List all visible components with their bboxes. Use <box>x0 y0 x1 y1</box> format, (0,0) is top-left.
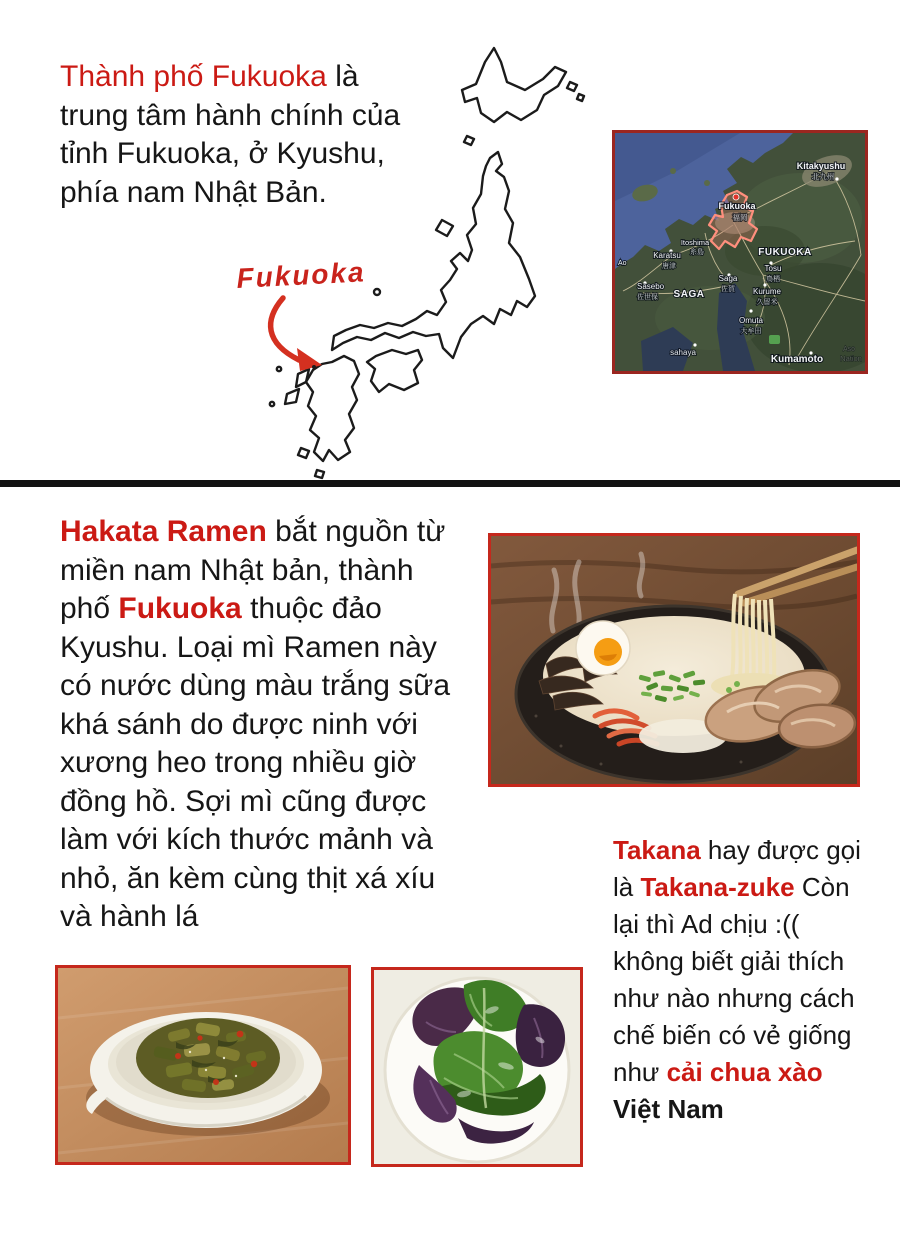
map-label-fukuoka-prefecture: FUKUOKA <box>758 247 812 258</box>
map-label-karatsu: Karatsu <box>653 251 681 260</box>
map-label-tosu-kanji: 鳥栖 <box>766 276 780 283</box>
hakata-ramen-keyword: Hakata Ramen <box>60 515 267 548</box>
map-label-fukuoka-kanji: 福岡 <box>732 213 748 222</box>
map-label-kitakyushu-kanji: 北九州 <box>811 172 835 181</box>
shikoku-island <box>367 350 422 392</box>
map-pin <box>733 194 739 200</box>
map-label-kumamoto: Kumamoto <box>770 354 824 365</box>
takana-text-1: hay được gọi là <box>613 835 861 902</box>
park-icon <box>769 335 780 344</box>
hakata-ramen-paragraph <box>60 513 462 937</box>
map-label-fukuoka-city: Fukuoka <box>718 201 756 211</box>
section-divider <box>0 480 900 487</box>
takana-pickles-photo <box>55 965 351 1165</box>
map-label-saga-prefecture: SAGA <box>673 289 705 300</box>
map-label-omuta: Omuta <box>738 316 764 325</box>
map-label-kitakyushu: Kitakyushu <box>796 161 846 171</box>
japan-outline-map <box>180 40 630 480</box>
ramen-text-2: thuộc đảo Kyushu. Loại mì Ramen này có nước dùng màu trắng sữa khá sánh do được ninh với xương heo trong nhiều giờ đồng hồ. Sợi mì cũng được làm với kích thước mảnh và nhỏ, ăn kèm cùng thịt xá xíu và hành lá <box>60 592 451 933</box>
takana-zuke-keyword: Takana-zuke <box>640 872 795 902</box>
fukuoka-arrow <box>271 298 299 360</box>
map-label-isahaya: sahaya <box>670 348 696 357</box>
fukuoka-keyword: Thành phố Fukuoka <box>60 60 327 93</box>
fukuoka-keyword-2: Fukuoka <box>118 592 242 625</box>
ramen-text-1: bắt nguồn từ miền nam Nhật bản, thành phố <box>60 515 446 625</box>
map-label-sasebo: Sasebo <box>637 282 665 291</box>
soft-boiled-egg <box>576 621 630 675</box>
takana-pickles <box>136 1018 280 1098</box>
hokkaido-island <box>462 48 566 122</box>
takana-leaves-photo <box>371 967 583 1167</box>
map-label-kurume: Kurume <box>752 287 782 296</box>
takana-paragraph <box>613 832 869 1128</box>
vietnam-keyword: Việt Nam <box>613 1094 724 1124</box>
fukuoka-region-satellite-map <box>612 130 868 374</box>
map-label-itoshima-kanji: 糸島 <box>690 249 704 256</box>
map-label-karatsu-kanji: 唐津 <box>662 263 676 270</box>
map-label-omuta-kanji: 大牟田 <box>740 328 762 335</box>
takana-text-2: Còn lại thì Ad chịu :(( không biết giải thích như nào nhưng cách chế biến có vẻ giống như <box>613 872 855 1087</box>
honshu-island <box>332 152 535 358</box>
map-label-sasebo-kanji: 佐世保 <box>637 294 658 301</box>
takana-keyword: Takana <box>613 835 701 865</box>
intro-text: là trung tâm hành chính của tỉnh Fukuoka, ở Kyushu, phía nam Nhật Bản. <box>60 60 401 209</box>
ramen-photo <box>488 533 860 787</box>
cai-chua-xao-keyword: cải chua xào <box>666 1057 823 1087</box>
map-label-ao: Ao <box>618 260 627 267</box>
kyushu-island <box>306 356 359 461</box>
map-label-tosu: Tosu <box>764 264 782 273</box>
map-label-nation: Nation <box>840 354 862 363</box>
map-label-saga-city: Saga <box>718 274 738 283</box>
map-label-itoshima: Itoshima <box>680 238 710 247</box>
map-label-aso: Aso <box>842 346 856 353</box>
fukuoka-handwritten-label: Fukuoka <box>235 256 367 294</box>
map-label-saga-kanji: 佐賀 <box>721 286 735 293</box>
map-label-kurume-kanji: 久留米 <box>756 299 778 306</box>
